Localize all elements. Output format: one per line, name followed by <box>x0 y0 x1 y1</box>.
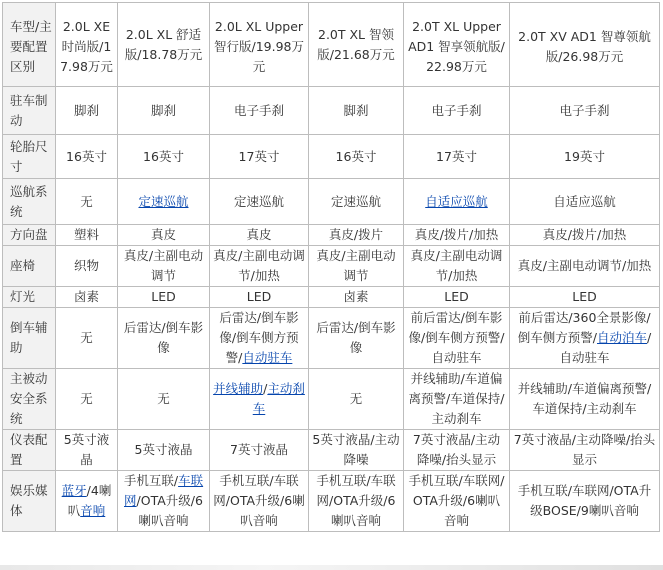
cell-text: 无 <box>80 193 93 209</box>
table-row <box>3 308 660 369</box>
cell-text: /自动驻车 <box>559 330 652 365</box>
cell-text: 真皮/拨片/加热 <box>414 227 499 242</box>
spec-cell <box>118 135 210 179</box>
cell-text: 并线辅助/车道偏离预警/车道保持/主动刹车 <box>408 371 505 426</box>
spec-cell <box>118 179 210 225</box>
spec-cell <box>118 225 210 246</box>
spec-cell <box>510 430 660 471</box>
spec-cell <box>309 369 404 430</box>
spec-cell <box>210 369 309 430</box>
spec-cell <box>56 135 118 179</box>
cell-text: 16英寸 <box>143 148 184 164</box>
row-label-cell: 仪表配置 <box>3 430 56 471</box>
table-row <box>3 430 660 471</box>
cell-text: /4喇叭 <box>67 483 112 518</box>
spec-cell <box>118 369 210 430</box>
cell-text: 16英寸 <box>335 148 377 164</box>
cell-text: 自适应巡航 <box>553 193 616 209</box>
cell-text: 前后雷达/倒车影像/倒车侧方预警/自动驻车 <box>408 310 505 365</box>
cell-text: 真皮/拨片 <box>328 227 384 242</box>
cell-text: 无 <box>80 391 93 406</box>
spec-cell <box>510 246 660 287</box>
table-row <box>3 225 660 246</box>
spec-cell <box>56 287 118 308</box>
spec-cell <box>510 287 660 308</box>
cell-text: 后雷达/倒车影像 <box>316 320 396 355</box>
spec-comparison-table <box>2 2 660 532</box>
spec-cell <box>510 471 660 532</box>
spec-cell <box>404 179 510 225</box>
cell-text: LED <box>444 289 469 304</box>
cell-text: 后雷达/倒车影像/倒车侧方预警/ <box>219 310 299 365</box>
spec-cell <box>118 87 210 135</box>
cell-text: 真皮 <box>150 227 176 242</box>
cell-text: 后雷达/倒车影像 <box>123 320 204 355</box>
cell-text: 卤素 <box>343 289 369 304</box>
keyword-link[interactable]: 蓝牙 <box>61 483 87 498</box>
model-header-1: 2.0L XE时尚版/17.98万元 <box>56 3 118 87</box>
spec-cell <box>118 287 210 308</box>
spec-cell <box>510 135 660 179</box>
cell-text: 7英寸液晶/主动降噪/抬头显示 <box>412 432 501 467</box>
spec-cell <box>56 369 118 430</box>
cell-text: 塑料 <box>73 227 99 242</box>
spec-cell <box>309 87 404 135</box>
table-body <box>3 3 660 532</box>
cell-text: 真皮/主副电动调节 <box>316 248 396 283</box>
cell-text: LED <box>572 289 597 304</box>
spec-cell <box>118 471 210 532</box>
spec-cell <box>309 471 404 532</box>
spec-cell <box>510 308 660 369</box>
row-label-cell: 巡航系统 <box>3 179 56 225</box>
spec-cell <box>210 179 309 225</box>
spec-cell <box>404 287 510 308</box>
table-row <box>3 179 660 225</box>
spec-cell <box>56 225 118 246</box>
cell-text: 脚刹 <box>150 102 176 118</box>
cell-text: 5英寸液晶 <box>63 432 110 467</box>
model-header-3: 2.0L XL Upper智行版/19.98万元 <box>210 3 309 87</box>
cell-text: 手机互联/车联网/OTA升级/6喇叭音响 <box>213 473 305 528</box>
cell-text: 定速巡航 <box>233 193 284 209</box>
model-header-2: 2.0L XL 舒适版/18.78万元 <box>118 3 210 87</box>
table-row <box>3 87 660 135</box>
table-row <box>3 287 660 308</box>
header-row <box>3 3 660 87</box>
cell-text: 手机互联/车联网/OTA升级BOSE/9喇叭音响 <box>517 483 652 518</box>
row-label-cell: 轮胎尺寸 <box>3 135 56 179</box>
spec-cell <box>56 87 118 135</box>
table-row <box>3 471 660 532</box>
cell-text: 5英寸液晶 <box>134 442 193 457</box>
spec-cell <box>56 308 118 369</box>
cell-text: 手机互联/ <box>123 473 179 488</box>
spec-cell <box>404 430 510 471</box>
cell-text: 脚刹 <box>73 102 99 118</box>
spec-cell <box>309 287 404 308</box>
bottom-edge-strip <box>0 565 663 570</box>
table-row <box>3 369 660 430</box>
row-label-cell: 座椅 <box>3 246 56 287</box>
cell-text: 7英寸液晶/主动降噪/抬头显示 <box>513 432 656 467</box>
spec-table-wrapper <box>2 2 660 532</box>
cell-text: 真皮/主副电动调节/加热 <box>517 258 652 273</box>
spec-cell <box>510 87 660 135</box>
cell-text: 前后雷达/360全景影像/倒车侧方预警/ <box>517 310 651 345</box>
cell-text: 19英寸 <box>564 148 605 164</box>
spec-cell <box>56 179 118 225</box>
spec-cell <box>56 430 118 471</box>
cell-text: 真皮/拨片/加热 <box>542 227 627 242</box>
cell-text: 无 <box>157 391 170 406</box>
spec-cell <box>210 471 309 532</box>
spec-cell <box>210 225 309 246</box>
spec-cell <box>510 369 660 430</box>
table-row <box>3 246 660 287</box>
spec-cell <box>210 287 309 308</box>
table-row <box>3 135 660 179</box>
spec-cell <box>210 135 309 179</box>
spec-cell <box>118 246 210 287</box>
spec-cell <box>118 430 210 471</box>
keyword-link[interactable]: 自适应巡航 <box>425 193 488 209</box>
cell-text: 16英寸 <box>66 148 107 164</box>
row-label-cell: 灯光 <box>3 287 56 308</box>
cell-text: 真皮 <box>246 227 272 242</box>
cell-text: 织物 <box>73 258 99 273</box>
cell-text: 脚刹 <box>343 102 369 118</box>
spec-cell <box>309 179 404 225</box>
cell-text: 电子手刹 <box>431 102 482 118</box>
spec-cell <box>309 246 404 287</box>
spec-cell <box>309 430 404 471</box>
spec-cell <box>309 225 404 246</box>
cell-text: 真皮/主副电动调节/加热 <box>213 248 305 283</box>
cell-text: 无 <box>80 330 93 345</box>
cell-text: / <box>263 381 268 396</box>
cell-text: 7英寸液晶 <box>230 442 288 457</box>
model-header-4: 2.0T XL 智领版/21.68万元 <box>309 3 404 87</box>
cell-text: 17英寸 <box>436 148 477 164</box>
row-label-cell: 主被动安全系统 <box>3 369 56 430</box>
cell-text: /OTA升级/6喇叭音响 <box>136 493 203 528</box>
keyword-link[interactable]: 并线辅助 <box>213 381 264 396</box>
cell-text: 5英寸液晶/主动降噪 <box>312 432 400 467</box>
keyword-link[interactable]: 定速巡航 <box>138 193 189 209</box>
row-label-cell: 驻车制动 <box>3 87 56 135</box>
row-label-cell: 倒车辅助 <box>3 308 56 369</box>
keyword-link[interactable]: 车联网 <box>124 473 204 508</box>
spec-cell <box>210 87 309 135</box>
row-label-cell: 方向盘 <box>3 225 56 246</box>
spec-cell <box>118 308 210 369</box>
spec-cell <box>210 430 309 471</box>
cell-text: 手机互联/车联网/OTA升级/6喇叭音响 <box>316 473 396 528</box>
cell-text: 手机互联/车联网/OTA升级/6喇叭音响 <box>408 473 505 528</box>
spec-cell <box>404 135 510 179</box>
keyword-link[interactable]: 音响 <box>80 503 106 518</box>
model-header-6: 2.0T XV AD1 智尊领航版/26.98万元 <box>510 3 660 87</box>
spec-cell <box>56 246 118 287</box>
cell-text: 真皮/主副电动调节 <box>123 248 204 283</box>
spec-cell <box>404 225 510 246</box>
model-header-5: 2.0T XL Upper AD1 智享领航版/22.98万元 <box>404 3 510 87</box>
header-label-cell: 车型/主要配置区别 <box>3 3 56 87</box>
spec-cell <box>404 87 510 135</box>
spec-cell <box>210 246 309 287</box>
cell-text: 真皮/主副电动调节/加热 <box>410 248 503 283</box>
cell-text: 电子手刹 <box>233 102 284 118</box>
cell-text: 定速巡航 <box>330 193 381 209</box>
spec-cell <box>210 308 309 369</box>
spec-cell <box>510 179 660 225</box>
spec-cell <box>404 369 510 430</box>
keyword-link[interactable]: 自动泊车 <box>596 330 647 345</box>
row-label-cell: 娱乐媒体 <box>3 471 56 532</box>
cell-text: LED <box>151 289 176 304</box>
keyword-link[interactable]: 自动驻车 <box>242 350 293 365</box>
spec-cell <box>309 308 404 369</box>
spec-cell <box>309 135 404 179</box>
cell-text: 电子手刹 <box>559 102 610 118</box>
cell-text: 无 <box>349 391 363 406</box>
cell-text: 17英寸 <box>238 148 280 164</box>
spec-cell <box>404 471 510 532</box>
spec-cell <box>56 471 118 532</box>
cell-text: 卤素 <box>73 289 99 304</box>
cell-text: LED <box>246 289 272 304</box>
spec-cell <box>404 308 510 369</box>
spec-cell <box>510 225 660 246</box>
keyword-link[interactable]: 主动刹车 <box>252 381 305 416</box>
cell-text: 并线辅助/车道偏离预警/车道保持/主动刹车 <box>517 381 652 416</box>
spec-cell <box>404 246 510 287</box>
